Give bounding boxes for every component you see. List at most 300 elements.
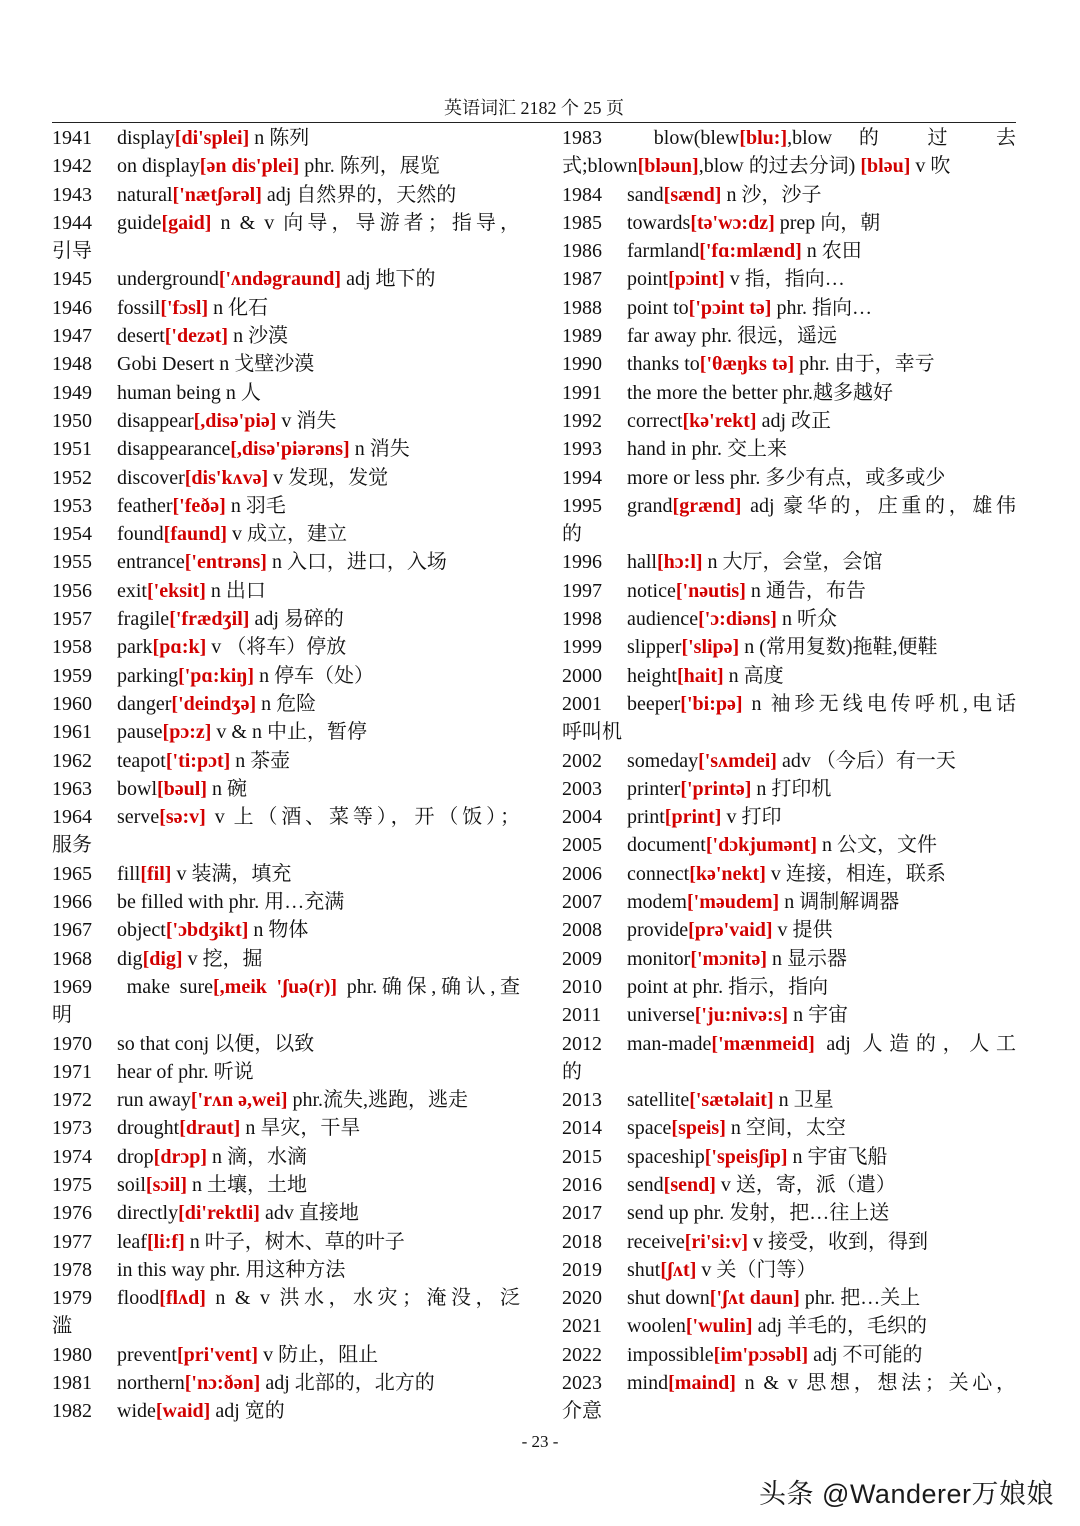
vocab-entry xyxy=(52,1086,520,1114)
entry-phonetic: [bəul] xyxy=(157,777,207,800)
vocab-entry xyxy=(52,265,520,293)
entry-number: 2023 xyxy=(562,1372,602,1395)
entry-number: 1991 xyxy=(562,381,602,404)
entry-definition: ,blow 的 过 去 xyxy=(787,127,1017,149)
entry-word: prevent xyxy=(117,1343,177,1366)
vocab-entry xyxy=(562,775,1016,803)
entry-word: dig xyxy=(117,947,143,970)
entry-word: space xyxy=(627,1117,672,1140)
entry-word: hand in xyxy=(627,438,687,461)
vocab-entry xyxy=(52,407,520,435)
entry-phonetic: ['ʃʌt daun] xyxy=(709,1287,800,1310)
entry-number: 1942 xyxy=(52,155,92,178)
vocab-entry xyxy=(562,548,1016,576)
entry-phonetic: ['deindʒə] xyxy=(171,692,257,715)
entry-definition: n 土壤，土地 xyxy=(187,1173,307,1196)
vocab-entry xyxy=(52,1397,520,1425)
entry-number: 1989 xyxy=(562,325,602,348)
entry-phonetic: ['feðə] xyxy=(172,494,226,517)
entry-word: fill xyxy=(117,862,141,885)
entry-definition: n 显示器 xyxy=(766,947,847,970)
entry-definition: v 上（酒、菜等），开（饭）； xyxy=(205,806,520,829)
entry-definition: phr. 指向… xyxy=(771,296,872,319)
vocab-entry xyxy=(562,1256,1016,1284)
left-column xyxy=(52,124,520,1426)
entry-phonetic: ['sʌmdei] xyxy=(698,749,777,772)
entry-definition: phr. 交上来 xyxy=(686,438,787,461)
vocab-entry xyxy=(52,973,520,1001)
entry-number: 1959 xyxy=(52,664,92,687)
entry-phonetic: [ʃʌt] xyxy=(660,1258,697,1281)
vocab-entry xyxy=(52,1228,520,1256)
entry-definition: n 出口 xyxy=(205,579,266,602)
entry-number: 1987 xyxy=(562,268,602,291)
entry-word: desert xyxy=(117,325,165,348)
entry-definition: phr. 很远，遥远 xyxy=(696,325,837,348)
entry-phonetic: ['nɔ:ðən] xyxy=(184,1372,261,1395)
vocab-entry xyxy=(562,492,1016,520)
vocab-entry xyxy=(562,124,1016,152)
entry-definition: adj 自然界的，天然的 xyxy=(261,183,457,206)
vocab-entry xyxy=(562,973,1016,1001)
entry-word: spaceship xyxy=(627,1145,705,1168)
entry-phonetic: ['dezət] xyxy=(164,325,229,348)
entry-word: the more the better xyxy=(627,381,778,404)
vocab-entry xyxy=(562,916,1016,944)
entry-number: 1954 xyxy=(52,523,92,546)
entry-definition: adv 直接地 xyxy=(259,1202,359,1225)
entry-definition: n 大厅，会堂，会馆 xyxy=(702,551,883,574)
entry-continuation-text: ,blow 的过去分词) xyxy=(698,155,861,178)
entry-word: send up xyxy=(627,1202,689,1225)
entry-word: sand xyxy=(627,183,664,206)
entry-phonetic: [blu:] xyxy=(739,127,788,149)
entry-phonetic: [speis] xyxy=(671,1117,726,1140)
entry-word: so that xyxy=(117,1032,170,1055)
entry-word: connect xyxy=(627,862,690,885)
entry-number: 2002 xyxy=(562,749,602,772)
entry-word: far away xyxy=(627,325,697,348)
vocab-entry xyxy=(562,1312,1016,1340)
entry-word: hall xyxy=(627,551,657,574)
entry-phonetic: [hɔ:l] xyxy=(657,551,703,574)
entry-word: wide xyxy=(117,1400,156,1423)
entry-word: northern xyxy=(117,1372,185,1395)
entry-word: parking xyxy=(117,664,179,687)
entry-word: printer xyxy=(627,777,681,800)
entry-number: 1941 xyxy=(52,127,92,149)
vocab-entry xyxy=(562,1341,1016,1369)
vocab-entry xyxy=(562,633,1016,661)
vocab-entry xyxy=(562,662,1016,690)
entry-phonetic: [flʌd] xyxy=(159,1287,206,1310)
vocab-entry xyxy=(562,379,1016,407)
entry-definition: n 农田 xyxy=(801,240,862,263)
entry-definition: n (常用复数)拖鞋,便鞋 xyxy=(739,636,938,659)
entry-number: 1943 xyxy=(52,183,92,206)
entry-word: be filled with xyxy=(117,891,224,914)
entry-definition: n 通告，布告 xyxy=(745,579,866,602)
entry-word: mind xyxy=(627,1372,669,1395)
entry-number: 1976 xyxy=(52,1202,92,1225)
vocab-entry xyxy=(562,1030,1016,1058)
entry-definition: n 空间，太空 xyxy=(725,1117,846,1140)
entry-definition: n 高度 xyxy=(723,664,784,687)
entry-phonetic: [gaid] xyxy=(161,211,212,234)
entry-word: fossil xyxy=(117,296,161,319)
vocab-entry xyxy=(52,662,520,690)
entry-phonetic: ['fɑ:mlænd] xyxy=(699,240,802,263)
vocab-entry xyxy=(562,803,1016,831)
vocab-entry xyxy=(562,435,1016,463)
entry-continuation-text: 滥 xyxy=(52,1315,72,1338)
entry-word: pause xyxy=(117,721,163,744)
entry-definition: n 茶壶 xyxy=(230,749,291,772)
entry-number: 1947 xyxy=(52,325,92,348)
entry-word: park xyxy=(117,636,153,659)
entry-number: 1953 xyxy=(52,494,92,517)
vocab-entry xyxy=(52,1256,520,1284)
vocab-entry xyxy=(562,945,1016,973)
entry-phonetic: ['nætʃərəl] xyxy=(172,183,262,206)
entry-definition: phr. 用这种方法 xyxy=(204,1258,346,1281)
entry-number: 1994 xyxy=(562,466,602,489)
entry-number: 1981 xyxy=(52,1372,92,1395)
entry-phonetic: ['ɔbdʒikt] xyxy=(165,919,249,942)
entry-definition: v 挖，掘 xyxy=(182,947,263,970)
entry-definition: n 打印机 xyxy=(751,777,832,800)
entry-phonetic: [maind] xyxy=(668,1372,736,1395)
entry-word: modem xyxy=(627,891,687,914)
entry-word: height xyxy=(627,664,677,687)
entry-word: Gobi Desert xyxy=(117,353,215,376)
entry-number: 2020 xyxy=(562,1287,602,1310)
entry-number: 2014 xyxy=(562,1117,602,1140)
entry-phonetic: ['mɔnitə] xyxy=(690,947,767,970)
entry-word: audience xyxy=(627,608,699,631)
entry-word: display xyxy=(117,127,175,149)
entry-word: serve xyxy=(117,806,160,829)
entry-phonetic: ['sætəlait] xyxy=(689,1089,774,1112)
entry-definition: n 卫星 xyxy=(773,1089,834,1112)
entry-number: 1950 xyxy=(52,409,92,432)
entry-word: more or less xyxy=(627,466,725,489)
entry-continuation-text: 的 xyxy=(562,1060,582,1083)
entry-phonetic: [,meik 'ʃuə(r)] xyxy=(213,975,338,998)
vocab-entry xyxy=(562,605,1016,633)
entry-word: receive xyxy=(627,1230,685,1253)
entry-continuation xyxy=(52,1312,520,1340)
entry-definition: v & n 中止，暂停 xyxy=(211,721,367,744)
entry-word: beeper xyxy=(627,692,681,715)
entry-phonetic: [kə'rekt] xyxy=(682,409,757,432)
entry-phonetic: [di'rektli] xyxy=(178,1202,260,1225)
entry-number: 1979 xyxy=(52,1287,92,1310)
entry-number: 1983 xyxy=(562,127,602,149)
entry-number: 1965 xyxy=(52,862,92,885)
entry-phonetic: [prə'vaid] xyxy=(688,919,773,942)
entry-number: 1957 xyxy=(52,608,92,631)
entry-definition: phr. 陈列，展览 xyxy=(299,155,440,178)
entry-number: 1978 xyxy=(52,1258,92,1281)
entry-continuation xyxy=(52,1001,520,1029)
vocab-entry xyxy=(562,690,1016,718)
entry-number: 2005 xyxy=(562,834,602,857)
entry-word: guide xyxy=(117,211,162,234)
entry-definition: adj 宽的 xyxy=(210,1400,285,1423)
entry-definition: n 旱灾，干旱 xyxy=(240,1117,361,1140)
entry-phonetic: [sə:v] xyxy=(159,806,206,829)
entry-phonetic: ['eksit] xyxy=(147,579,206,602)
entry-continuation-text: 的 xyxy=(562,523,582,546)
vocab-entry xyxy=(562,1369,1016,1397)
entry-definition: phr.流失,逃跑，逃走 xyxy=(287,1089,469,1112)
entry-number: 1997 xyxy=(562,579,602,602)
entry-definition: v 连接，相连，联系 xyxy=(765,862,946,885)
entry-phonetic: [print] xyxy=(664,806,722,829)
entry-phonetic: ['slipə] xyxy=(681,636,740,659)
entry-phonetic: ['pɔint tə] xyxy=(688,296,772,319)
vocab-entry xyxy=(562,464,1016,492)
entry-word: directly xyxy=(117,1202,179,1225)
vocab-entry xyxy=(562,294,1016,322)
entry-definition: adj 人造的，人工 xyxy=(814,1032,1016,1055)
vocab-entry xyxy=(52,1171,520,1199)
entry-number: 1960 xyxy=(52,692,92,715)
entry-number: 1984 xyxy=(562,183,602,206)
entry-number: 1999 xyxy=(562,636,602,659)
entry-word: teapot xyxy=(117,749,166,772)
entry-continuation-text: 式;blown xyxy=(562,155,638,178)
vocab-entry xyxy=(52,803,520,831)
vocab-entry xyxy=(562,1228,1016,1256)
entry-definition: phr. 多少有点，或多或少 xyxy=(724,466,946,489)
entry-definition: n 羽毛 xyxy=(225,494,286,517)
entry-phonetic: ['nəutis] xyxy=(675,579,746,602)
entry-phonetic: [kə'nekt] xyxy=(689,862,766,885)
entry-definition: adj 北部的，北方的 xyxy=(260,1372,435,1395)
entry-phonetic: [li:f] xyxy=(146,1230,185,1253)
entry-phonetic: [drɔp] xyxy=(153,1145,207,1168)
entry-phonetic: [tə'wɔ:dz] xyxy=(690,211,775,234)
vocab-entry xyxy=(52,435,520,463)
entry-word: bowl xyxy=(117,777,157,800)
vocab-entry xyxy=(52,1369,520,1397)
entry-word: monitor xyxy=(627,947,691,970)
entry-phonetic: [waid] xyxy=(155,1400,211,1423)
watermark xyxy=(759,1472,1054,1511)
vocab-entry xyxy=(52,1284,520,1312)
entry-word: discover xyxy=(117,466,185,489)
entry-number: 1996 xyxy=(562,551,602,574)
entry-number: 2017 xyxy=(562,1202,602,1225)
vocab-entry xyxy=(52,1143,520,1171)
vocab-entry xyxy=(52,718,520,746)
entry-phonetic: ['bi:pə] xyxy=(680,692,743,715)
header-title: 英语词汇 2182 个 25 页 xyxy=(444,98,624,118)
entry-phonetic: ['fɔsl] xyxy=(160,296,209,319)
entry-word: woolen xyxy=(627,1315,686,1338)
entry-number: 1972 xyxy=(52,1089,92,1112)
entry-definition: n 袖珍无线电传呼机,电话 xyxy=(742,692,1016,715)
entry-definition: prep 向，朝 xyxy=(774,211,881,234)
vocab-entry xyxy=(562,265,1016,293)
entry-definition: v （将车）停放 xyxy=(206,636,347,659)
entry-continuation-text: 服务 xyxy=(52,834,92,857)
vocab-entry xyxy=(52,152,520,180)
entry-number: 2003 xyxy=(562,777,602,800)
entry-word: hear of xyxy=(117,1060,174,1083)
vocab-entry xyxy=(562,747,1016,775)
entry-definition: n 宇宙 xyxy=(788,1004,849,1027)
entry-phonetic: ['ju:nivə:s] xyxy=(694,1004,789,1027)
entry-word: print xyxy=(627,806,665,829)
entry-continuation xyxy=(562,1397,1016,1425)
entry-number: 1951 xyxy=(52,438,92,461)
entry-definition: n 戈壁沙漠 xyxy=(214,353,315,376)
entry-definition: phr. 用…充满 xyxy=(223,891,345,914)
vocab-entry xyxy=(562,237,1016,265)
entry-phonetic: [pɔ:z] xyxy=(162,721,212,744)
vocab-entry xyxy=(562,577,1016,605)
vocab-entry xyxy=(52,916,520,944)
vocab-entry xyxy=(52,860,520,888)
entry-definition: adj 地下的 xyxy=(341,268,436,291)
vocab-entry xyxy=(562,1199,1016,1227)
page-footer xyxy=(0,1432,1080,1452)
entry-number: 2008 xyxy=(562,919,602,942)
entry-definition: n 人 xyxy=(220,381,261,404)
entry-number: 1964 xyxy=(52,806,92,829)
entry-phonetic: [fil] xyxy=(140,862,172,885)
entry-number: 1969 xyxy=(52,975,92,998)
entry-number: 2000 xyxy=(562,664,602,687)
entry-word: grand xyxy=(627,494,673,517)
entry-number: 2010 xyxy=(562,975,602,998)
entry-phonetic: [pɑ:k] xyxy=(152,636,207,659)
entry-word: human being xyxy=(117,381,221,404)
entry-continuation-text: 介意 xyxy=(562,1400,602,1423)
entry-number: 1948 xyxy=(52,353,92,376)
entry-word: make sure xyxy=(117,975,213,998)
entry-definition: phr.确保,确认,查 xyxy=(337,975,520,998)
entry-number: 1975 xyxy=(52,1173,92,1196)
entry-phonetic: [im'pɔsəbl] xyxy=(713,1343,809,1366)
vocab-entry xyxy=(562,1001,1016,1029)
entry-word: in this way xyxy=(117,1258,205,1281)
vocab-entry xyxy=(52,605,520,633)
entry-phonetic: [send] xyxy=(663,1173,716,1196)
entry-definition: n 沙，沙子 xyxy=(721,183,822,206)
entry-word: disappearance xyxy=(117,438,231,461)
entry-definition: v 送，寄，派（遣） xyxy=(715,1173,896,1196)
entry-definition: n & v 向导，导游者；指导， xyxy=(211,211,520,234)
entry-number: 1944 xyxy=(52,211,92,234)
page-number: - 23 - xyxy=(521,1432,559,1451)
entry-word: point xyxy=(627,268,669,291)
entry-definition: adj 改正 xyxy=(756,409,832,432)
entry-word: provide xyxy=(627,919,689,942)
entry-number: 1992 xyxy=(562,409,602,432)
vocab-entry xyxy=(52,124,520,152)
entry-phonetic: [sænd] xyxy=(663,183,722,206)
entry-number: 1956 xyxy=(52,579,92,602)
entry-number: 1967 xyxy=(52,919,92,942)
entry-phonetic: ['ti:pɔt] xyxy=(165,749,231,772)
entry-definition: n 化石 xyxy=(208,296,269,319)
entry-continuation xyxy=(52,831,520,859)
entry-phonetic: [di'splei] xyxy=(174,127,250,149)
entry-word: satellite xyxy=(627,1089,690,1112)
entry-phonetic: ['pɑ:kiŋ] xyxy=(178,664,255,687)
entry-phonetic: ['ʌndəgraund] xyxy=(218,268,342,291)
entry-phonetic: [ri'si:v] xyxy=(684,1230,749,1253)
entry-number: 2009 xyxy=(562,947,602,970)
entry-definition: v 发现，发觉 xyxy=(268,466,389,489)
entry-phonetic: [sɔil] xyxy=(145,1173,187,1196)
vocab-entry xyxy=(52,1114,520,1142)
entry-number: 1990 xyxy=(562,353,602,376)
entry-word: run away xyxy=(117,1089,191,1112)
entry-number: 1973 xyxy=(52,1117,92,1140)
vocab-entry xyxy=(52,1341,520,1369)
entry-word: farmland xyxy=(627,240,700,263)
entry-word: fragile xyxy=(117,608,170,631)
entry-definition: n 滴，水滴 xyxy=(207,1145,307,1168)
entry-phonetic: [,disə'piərəns] xyxy=(230,438,350,461)
entry-phonetic: ['dɔkjumənt] xyxy=(705,834,817,857)
entry-word: correct xyxy=(627,409,683,432)
entry-word: natural xyxy=(117,183,173,206)
entry-definition: n 陈列 xyxy=(249,127,310,149)
watermark-text: 头条 @Wanderer万娘娘 xyxy=(759,1479,1054,1509)
entry-definition: n 消失 xyxy=(349,438,410,461)
entry-word: blow(blew xyxy=(627,127,740,149)
entry-phonetic: ['entrəns] xyxy=(184,551,267,574)
entry-definition: n 停车（处） xyxy=(254,664,375,687)
vocab-entry xyxy=(52,1199,520,1227)
entry-continuation xyxy=(52,237,520,265)
entry-word: document xyxy=(627,834,706,857)
vocab-entry xyxy=(562,1171,1016,1199)
entry-number: 1963 xyxy=(52,777,92,800)
entry-continuation-text: 引导 xyxy=(52,240,92,263)
vocab-entry xyxy=(562,888,1016,916)
entry-phonetic: [ən dis'plei] xyxy=(199,155,300,178)
entry-continuation-text: 明 xyxy=(52,1004,72,1027)
entry-definition: n 入口，进口，入场 xyxy=(266,551,447,574)
entry-word: point to xyxy=(627,296,689,319)
entry-number: 1998 xyxy=(562,608,602,631)
entry-phonetic: ['frædʒil] xyxy=(169,608,250,631)
vocab-entry xyxy=(52,464,520,492)
entry-definition: phr. 听说 xyxy=(173,1060,254,1083)
vocab-entry xyxy=(52,633,520,661)
entry-word: exit xyxy=(117,579,147,602)
entry-phonetic: [bləun] xyxy=(637,155,699,178)
vocab-entry xyxy=(562,831,1016,859)
right-column xyxy=(562,124,1016,1426)
entry-definition: n & v 洪水，水灾；淹没，泛 xyxy=(205,1287,520,1310)
entry-number: 2011 xyxy=(562,1004,602,1027)
entry-definition: v 打印 xyxy=(721,806,782,829)
entry-word: send xyxy=(627,1173,664,1196)
entry-definition: adj 羊毛的，毛织的 xyxy=(752,1315,928,1338)
entry-number: 1995 xyxy=(562,494,602,517)
entry-number: 2022 xyxy=(562,1343,602,1366)
vocab-entry xyxy=(52,775,520,803)
vocab-entry xyxy=(52,209,520,237)
